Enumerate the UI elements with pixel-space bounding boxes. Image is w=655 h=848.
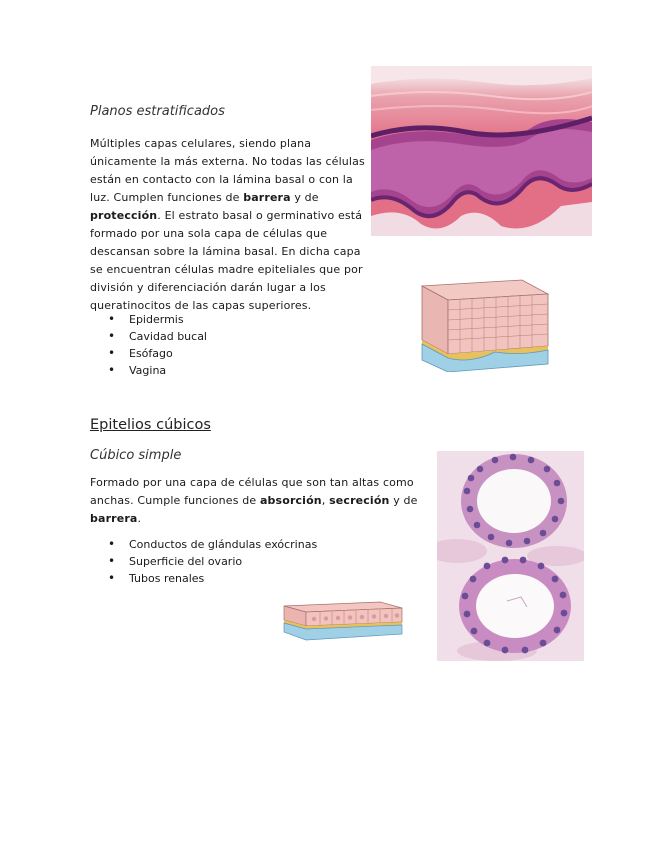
list-item: • Cavidad bucal [90, 328, 310, 345]
paragraph-text: , [321, 494, 330, 507]
bold-term-absorcion: absorción [259, 494, 322, 507]
paragraph-text: Múltiples capas celulares, siendo plana únicamente la más externa. No todas las células están en contacto con la lámina basal o con la luz. Cumplen funciones de [90, 137, 365, 204]
paragraph-text: . [137, 512, 142, 525]
paragraph-text: Formado por una capa de células que son tan altas como anchas. Cumple funciones de [90, 476, 414, 507]
paragraph-text: y de [389, 494, 418, 507]
list-item: • Superficie del ovario [90, 553, 390, 570]
bold-term-proteccion: protección [90, 209, 158, 222]
list-item: • Esófago [90, 345, 310, 362]
list-item: • Epidermis [90, 311, 310, 328]
paragraph-text: y de [290, 191, 319, 204]
section-heading-cubico-simple: Cúbico simple [90, 448, 182, 463]
bold-term-barrera: barrera [90, 512, 138, 525]
cuboidal-histology-image [437, 451, 584, 661]
bold-term-secrecion: secreción [329, 494, 390, 507]
section-paragraph [90, 135, 365, 315]
paragraph-text: . El estrato basal o germinativo está formado por una sola capa de células que descansan sobre la lámina basal. En dicha capa se encuentran células madre epiteliales que por división y diferenciación darán lugar a los queratinocitos de las capas superiores. [90, 209, 363, 312]
section-title-epitelios-cubicos: Epitelios cúbicos [90, 417, 211, 433]
list-item: • Vagina [90, 362, 310, 379]
cuboidal-epithelium-diagram [282, 598, 404, 644]
list-item: • Conductos de glándulas exócrinas [90, 536, 390, 553]
section-bullet-list [90, 311, 310, 379]
section-heading-planos-estratificados: Planos estratificados [90, 104, 225, 119]
section-bullet-list [90, 536, 390, 587]
stratified-epithelium-diagram [420, 276, 550, 372]
bold-term-barrera: barrera [243, 191, 291, 204]
section-paragraph [90, 474, 428, 528]
stratified-histology-image [371, 66, 592, 236]
list-item: • Tubos renales [90, 570, 390, 587]
